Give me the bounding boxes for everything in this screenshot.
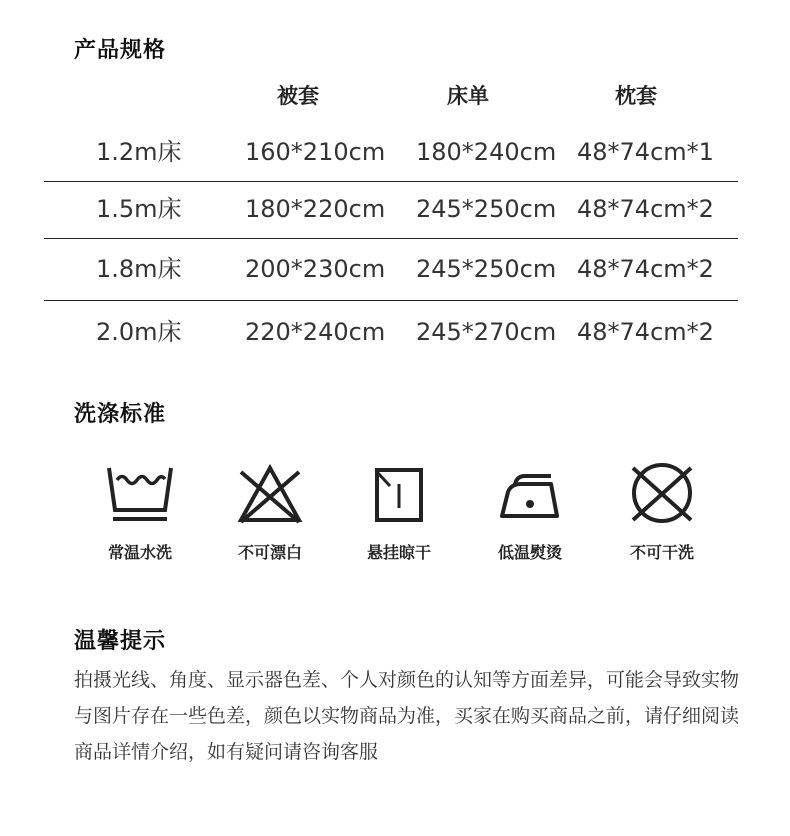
tip-text: 拍摄光线、角度、显示器色差、个人对颜色的认知等方面差异，可能会导致实物与图片存在一些色差，颜色以实物商品为准，买家在购买商品之前，请仔细阅读商品详情介绍，如有疑问请咨询客服 [74, 669, 740, 763]
care-label: 不可漂白 [237, 543, 302, 562]
quilt-size: 220*240cm [245, 318, 386, 346]
spec-row [44, 241, 738, 297]
care-item [339, 462, 459, 563]
bed-size: 1.5m床 [96, 195, 182, 223]
care-item [210, 462, 330, 563]
row-divider [44, 238, 738, 239]
spec-title: 产品规格 [74, 38, 167, 63]
care-item [602, 462, 722, 563]
line-dry-icon [364, 462, 434, 524]
no-bleach-icon [235, 462, 305, 524]
low-iron-icon [495, 462, 565, 524]
no-dryclean-icon [627, 462, 697, 524]
sheet-size: 180*240cm [416, 138, 557, 166]
column-quilt-cover: 被套 [277, 84, 319, 108]
row-divider [44, 300, 738, 301]
quilt-size: 160*210cm [245, 138, 386, 166]
quilt-size: 200*230cm [245, 255, 386, 283]
pillow-size: 48*74cm*2 [577, 195, 714, 223]
wash-title: 洗涤标准 [74, 402, 167, 427]
spec-row [44, 181, 738, 237]
pillow-size: 48*74cm*2 [577, 318, 714, 346]
care-label: 悬挂晾干 [366, 543, 431, 562]
care-label: 不可干洗 [629, 543, 694, 562]
quilt-size: 180*220cm [245, 195, 386, 223]
care-label: 低温熨烫 [497, 543, 562, 562]
wash-tub-icon [105, 462, 175, 524]
care-item [80, 462, 200, 563]
column-bed-sheet: 床单 [447, 84, 489, 108]
sheet-size: 245*250cm [416, 195, 557, 223]
care-item [470, 462, 590, 563]
column-pillowcase: 枕套 [615, 84, 657, 108]
pillow-size: 48*74cm*2 [577, 255, 714, 283]
tip-title: 温馨提示 [74, 629, 167, 654]
pillow-size: 48*74cm*1 [577, 138, 714, 166]
bed-size: 1.2m床 [96, 138, 182, 166]
bed-size: 1.8m床 [96, 255, 182, 283]
spec-row [44, 304, 738, 360]
bed-size: 2.0m床 [96, 318, 182, 346]
spec-row [44, 124, 738, 180]
care-label: 常温水洗 [107, 543, 172, 562]
sheet-size: 245*250cm [416, 255, 557, 283]
sheet-size: 245*270cm [416, 318, 557, 346]
